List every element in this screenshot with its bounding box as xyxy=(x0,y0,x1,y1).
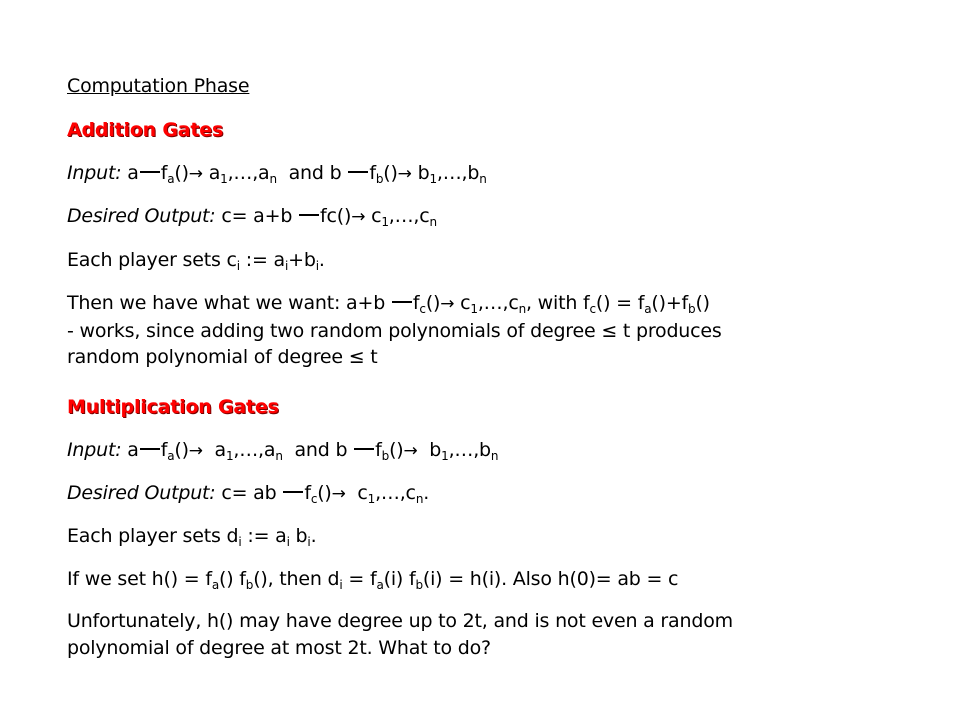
text: := a xyxy=(241,525,287,547)
text: Each player sets c xyxy=(67,249,237,271)
addition-works-line-2: random polynomial of degree ≤ t xyxy=(67,346,378,368)
line-arrow-icon xyxy=(348,171,368,173)
text: Then we have what we want: a+b xyxy=(67,292,386,314)
sub-1: 1 xyxy=(381,215,389,229)
text: If we set h() = f xyxy=(67,568,212,590)
text: (i) = h(i). Also h(0)= ab = c xyxy=(422,568,679,590)
sub-n: n xyxy=(269,172,277,186)
line-arrow-icon xyxy=(299,214,319,216)
var-fa: f xyxy=(160,162,168,184)
multiplication-if-line xyxy=(67,566,678,592)
sub-c: c xyxy=(589,302,596,316)
line-arrow-icon xyxy=(354,448,374,450)
right-arrow-icon: → xyxy=(188,441,203,461)
sub-1: 1 xyxy=(429,172,437,186)
c-eq: c= a+b xyxy=(221,205,293,227)
text: Each player sets d xyxy=(67,525,239,547)
sub-i: i xyxy=(238,535,242,549)
sub-b: b xyxy=(688,302,696,316)
sub-a: a xyxy=(644,302,652,316)
sub-a: a xyxy=(376,578,384,592)
multiplication-unfortunately-line-1: Unfortunately, h() may have degree up to 2t, and is not even a random xyxy=(67,610,733,632)
addition-works-line-1: - works, since adding two random polynomials of degree ≤ t produces xyxy=(67,320,722,342)
multiplication-unfortunately-line-2: polynomial of degree at most 2t. What to do? xyxy=(67,637,491,659)
sub-b: b xyxy=(381,449,390,463)
multiplication-input-line xyxy=(67,437,498,464)
text: () f xyxy=(219,568,246,590)
sub-a: a xyxy=(167,449,175,463)
paren: () xyxy=(174,439,189,461)
addition-then-line xyxy=(67,290,710,317)
text: b xyxy=(289,525,308,547)
var-fb: f xyxy=(375,439,382,461)
share-a1: a xyxy=(208,162,221,184)
text: +b xyxy=(288,249,316,271)
share-c: c xyxy=(460,292,471,314)
sub-i: i xyxy=(307,535,311,549)
text: (), then d xyxy=(253,568,340,590)
sub-i: i xyxy=(284,259,289,273)
multiplication-gates-heading: Multiplication Gates xyxy=(67,396,279,418)
addition-input-line xyxy=(67,160,487,187)
paren: () xyxy=(317,482,332,504)
sub-i: i xyxy=(286,535,290,549)
and-b: and b xyxy=(288,162,342,184)
input-label: Input: xyxy=(67,162,122,184)
input-label: Input: xyxy=(67,439,122,461)
paren: () xyxy=(389,439,404,461)
sub-n: n xyxy=(490,449,499,463)
var-f: f xyxy=(304,482,311,504)
text: = f xyxy=(342,568,377,590)
c-eq: c= ab xyxy=(221,482,277,504)
sub-n: n xyxy=(518,302,526,316)
sub-n: n xyxy=(479,172,487,186)
right-arrow-icon: → xyxy=(397,164,412,184)
share-mid: ,…,a xyxy=(227,162,270,184)
text: , with f xyxy=(525,292,590,314)
page-title: Computation Phase xyxy=(67,75,250,97)
multiplication-each-player-line xyxy=(67,523,316,549)
sub-n: n xyxy=(429,215,437,229)
sub-a: a xyxy=(211,578,219,592)
sub-1: 1 xyxy=(470,302,478,316)
addition-desired-output-line xyxy=(67,203,437,230)
text: (i) f xyxy=(383,568,416,590)
text: := a xyxy=(239,249,285,271)
sub-1: 1 xyxy=(367,492,376,506)
and-b: and b xyxy=(294,439,348,461)
var-a: a xyxy=(127,439,139,461)
sub-i: i xyxy=(315,259,319,273)
share-a1: a xyxy=(214,439,226,461)
text: . xyxy=(310,525,317,547)
share-mid: ,…,c xyxy=(375,482,416,504)
share-mid: ,…,c xyxy=(388,205,430,227)
sub-c: c xyxy=(419,302,426,316)
share-b1: b xyxy=(417,162,430,184)
text: . xyxy=(423,482,430,504)
sub-i: i xyxy=(236,259,240,273)
right-arrow-icon: → xyxy=(440,294,455,314)
var-fb: f xyxy=(369,162,376,184)
paren: () xyxy=(383,162,398,184)
var-fc: fc() xyxy=(320,205,352,227)
share-b1: b xyxy=(429,439,442,461)
line-arrow-icon xyxy=(140,171,160,173)
share-mid: ,…,a xyxy=(233,439,276,461)
right-arrow-icon: → xyxy=(403,441,418,461)
sub-1: 1 xyxy=(441,449,449,463)
var-a: a xyxy=(127,162,139,184)
right-arrow-icon: → xyxy=(331,484,346,504)
var-fa: f xyxy=(160,439,168,461)
sub-1: 1 xyxy=(220,172,228,186)
line-arrow-icon xyxy=(140,448,160,450)
sub-c: c xyxy=(310,492,318,506)
share-c1: c xyxy=(357,482,368,504)
text: () = f xyxy=(595,292,645,314)
addition-gates-heading: Addition Gates xyxy=(67,119,224,141)
share-mid: ,…,c xyxy=(477,292,519,314)
sub-a: a xyxy=(167,172,175,186)
paren: () xyxy=(425,292,441,314)
sub-b: b xyxy=(375,172,384,186)
share-mid: ,…,b xyxy=(436,162,480,184)
sub-b: b xyxy=(415,578,423,592)
share-mid: ,…,b xyxy=(448,439,491,461)
right-arrow-icon: → xyxy=(188,164,203,184)
share-c1: c xyxy=(371,205,382,227)
desired-output-label: Desired Output: xyxy=(67,205,216,227)
multiplication-desired-output-line xyxy=(67,480,429,507)
text: () xyxy=(695,292,710,314)
text: ()+f xyxy=(651,292,689,314)
sub-n: n xyxy=(275,449,283,463)
text: . xyxy=(318,249,325,271)
var-f: f xyxy=(412,292,420,314)
addition-each-player-line xyxy=(67,247,325,273)
sub-i: i xyxy=(339,578,343,592)
sub-1: 1 xyxy=(225,449,234,463)
line-arrow-icon xyxy=(392,301,412,303)
sub-n: n xyxy=(415,492,424,506)
desired-output-label: Desired Output: xyxy=(67,482,216,504)
line-arrow-icon xyxy=(283,491,303,493)
paren: () xyxy=(174,162,189,184)
right-arrow-icon: → xyxy=(351,207,366,227)
sub-b: b xyxy=(245,578,254,592)
